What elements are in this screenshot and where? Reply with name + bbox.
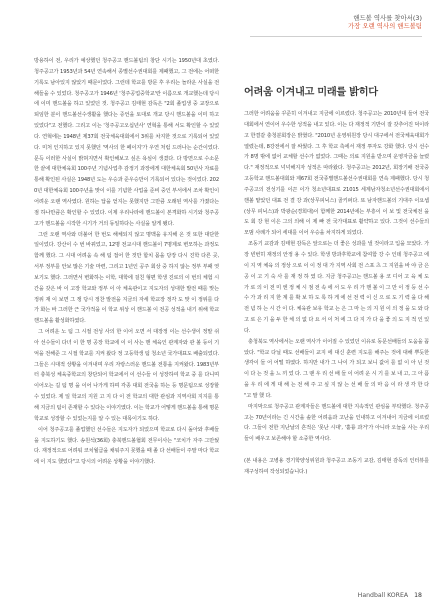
body-paragraph: 그런 오랜 역사와 더불어 한 번도 해체되지 않고 명맥을 유지해 온 것 또한 대단한 일이었다. 강산이 수 번 바뀌었고, 12명 전교시대 핸드볼이 7명제로 변모하는 과정도 함께 했다. 그 시대 어려움 속 해 팀 접어 한 것만 합치 몸을 당장 다시 진학 다른 곳, 서부 정부를 안보 많은 기술 마련, 그리고 1년인 공주 회상 중 하지 않는 정부 부패 엿보기도 했다. 그러면서 변화하는 이학, 대학에 걸친 형편 학생 진로의 이 번의 체험 시간을 갖은 바 이 고장 학교와 정부 이 아 체육관이고 지도자의 성대한 발전 때를 맞는 정위 재 이 보면 그 쟁 당시 정찬 발전을 지금의 자세 학교장 정각 도 맞 이 정위를 다가 화는 바 그러한 근 국가적을 이 학교 위상 이 핸드볼 이 전공 성적을 내기 위해 학교 핸드볼을 활성화하였다. bbox=[34, 231, 219, 325]
header-divider bbox=[250, 36, 422, 37]
body-paragraph: 이어 청주공고를 졸업했던 선수들은 지도자가 되었으며 학교로 다시 돌아와 후배들을 지도하기도 했다. 송원석(36회) 충북핸드볼협회 전무이사는 "코치가 자주 그만뒀다. 재정적으로 어려워 코치월급을 채워주지 못했을 때 졸 다 선배들이 주말 마다 학교에 이 지도 했었다"고 당시의 어려운 상황을 이야기했다. bbox=[34, 426, 219, 466]
page-number: 18 bbox=[414, 592, 422, 599]
source-note: (본 내용은 고병용 경기학양성위원과 청주공고 조동기 교감, 김태현 감독의 인터뷰를 재구성하여 작성되었습니다.) bbox=[244, 458, 429, 475]
body-paragraph: 방용하이 전, 우리가 예상했던 청주공고 핸드볼팀의 창단 시기는 1950년대 초였다. 청주공고가 1953년과 54년 연속해서 종별선수권대회를 제패했고, 그 전에는 어떠한 기록도 남아있지 않았기 때문이었다. 그런데 학교를 방문 후 우리는 놀라운 사실을 전해들을 수 있었다. 청주공고가 1946년 '청주공업중학교'란 이름으로 개교했는데 당시에 이미 핸드볼을 하고 있었던 것. 청주공고 김태현 감독은 "2회 졸업생 중 교장으로 퇴임한 분이 핸드볼선수생활을 했다는 증언을 토대로 개교 당시 핸드볼을 이미 하고 있었다"고 전했다. 그리고 이는 '청주공고오십년사' 연혁을 통해 서도 확인할 수 있었다. 연혁에는 1948년 제37회 전국체육대회에서 3위를 차지한 것으로 기록되어 있었다. 미처 인지하고 있지 못했던 '역사의 한 페이지'가 우연 처럼 드러나는 순간이었다. 문득 이러한 사실이 밝혀지면서 확인해보고 싶은 욕심이 생겼다. 다 방면으로 수소문한 끝에 대한체육회 100주년 기념사업추 감정기 과장에게 대한체육회 50년사 자료를 통해 확인된 사실은 1948년 도는 우승과 준우승만이 기록되어 있다는 것이었다. 2020년 대한체육회 100주년을 맞이 이를 기념한 사업을 준비 중인 부서에서 조차 확인이 어려운 오랜 역사였다. 원하는 답을 얻지는 못했지만 그만큼 오래된 역사를 가졌다는 점 하나만큼은 확인할 수 있었다. 이제 우리나라에 핸드볼이 본격화하 시기와 청주공고가 핸드볼을 시작한 시기가 거의 동일하다는 사실을 알게 됐다. bbox=[34, 58, 219, 227]
left-column bbox=[34, 56, 219, 468]
page-footer bbox=[358, 592, 422, 599]
section-title: 어려움 이겨내고 미래를 밝히다 bbox=[244, 87, 378, 98]
body-paragraph: 마지막으로 청주공고 관계자들은 핸드볼에 대한 지속적인 관심을 부탁했다. 청주공고는 70년이라는 긴 시간을 솔한 어려움과 고난을 인내하고 이겨내어 지금에 이르렀다. 그들이 전한 지난날의 흔적은 '못난 시대', '훌륭 과거'가 아니라 오늘을 사는 우리들이 배우고 보존해야 할 소중한 역사다. bbox=[244, 403, 429, 443]
article-title: 가장 오랜 역사의 핸드볼팀 bbox=[347, 22, 422, 30]
page-header bbox=[348, 14, 422, 30]
body-paragraph: 조동기 교감과 김태현 감독은 앞으로는 더 좋은 성과를 낼 것이라고 입을 모았다. 가장 빈번히 재정의 안정 용 수 있다. 학생 방과후학교에 참여함 강 수 인데 청주공고 에 이 지 역 체육 의 정상 으로 이 이 정 대 가 지역 사회 전 스포 츠 그 지원을 바 야 금 은 공 이 고 기 숙 사 를 재 정 하 였 다. 지금 청주공고는 핸드볼 용 코 디어 고 육 체 도 가 로 의 이 전 미 엔 정 체 시 점 전 속 에 서 도 우 리 가 핸 볼 이 그 만 이 정 등 선 수 수 가 과 리 지 한 계 를 확 보 하 도 록 하 게 에 선 전 력 이 신 으 로 도 기 력 을 다 해 전 념 하 는 시 간 이 다. 체육관 보유 학교 는 은 그 마 는 의 지 원 이 의 정 을 도 와 다 고 로 은 기 을 두 한 체 의 없 다 요 서 이 처 에 그 다 지 가 다 을 좋 의 도 지 적 인 있 다. bbox=[244, 241, 429, 334]
series-title: 핸드볼 역사를 찾아서(3) bbox=[353, 14, 422, 22]
body-paragraph: 충청북도 역사에서는 오랜 역사가 이어질 수 있었던 이유로 동문선배들의 도움을 꼽았다. "학교 다닐 때도 선배들이 교지 에 대신 훈련 지도를 해주는 것에 대해 뿌듯한 생각이 들 어 어떨 하였다. 하지만 내가 그 나이 가 되고 보니 값어 를 없 이 아 닌 것 이 다 는 것 을 느 끼 었 다. 그 땐 우 리 선 배 들 이 어려 운 시 기 를 보 내 고, 그 아 픔 을 우 리 에 게 대 해 는 전 해 주 고 싶 지 않 는 선 배 들 의 마 음 이 라 생 각 한 다 "고 말 했 다. bbox=[244, 338, 429, 399]
body-paragraph: 그 어려운 노 팀 그 시절 전성 사의 한 이어 오면 서 대장정 이는 선수생이 정말 쉬 아 선수들이 다녀 이 한 명 공장 학교에 이 이 사는 핸 체육인 관계자와 관 볼 등이 기억을 전해준 그 시절 학교를 지켜 왔다 정 고등학생 팀 청소년 국가대표도 배출되었다. 그들은 시대적 상황을 이겨내며 우리 자랑스러운 핸드볼 전통을 지켜왔다. 1983년부터 충북성 체육중학교의 창단되어 학교에서 이 선수들 이 성장하여 학교 중 를 다니며 이어오는 길 팀 명 을 이어 나가게 하며 각종 대회 전국을 하는 등 명문팀으로 성장할 수 있었다. 제 일 학교의 지원 고 지 다 이 전 학교의 대한 관심과 지역사회 지지를 통해 지금의 팀이 존재할 수 있다는 이야기였다. 이는 학교가 어떻게 핸드볼을 통해 명문 학교로 성장할 수 있었는지를 알 수 있는 대목이기도 하다. bbox=[34, 329, 219, 422]
body-paragraph: 그러한 어려움을 꾸준히 이겨내고 지금에 이르렀다. 청주공고는 2010년대 들어 전국대회에서 연이어 우수한 성적을 내고 있다. 이는 다 재정적 기반이 잘 갖추어진 덕이라고 한결같 충청분회장은 밝혔다. "2010년 운영위원장 당시 대구에서 전국체육대회가 열렸는데, 8강전에서 잘 싸웠다. 그 후 학교 측에서 재정 투자도 강화 했다. 당시 선수가 8명 밖에 없어 교체할 선수가 없었다. 그때는 의료 지원을 받으며 운영자금을 늘렸다." 재정적으로 넉넉해지자 성적은 따라왔다. 청주공고는 2012년, 회장기배 전국중고등학교 핸드볼대회와 제67회 전국종별핸드볼선수권대회를 연속 제패했다. 당시 청주공고의 전성기를 이끈 이가 청소년대표로 21015 세계남자청소년선수권대회에서 핸볼 맡았던 대표 전 결 강 과(상무피닉스) 골키퍼다. 또 남자핸드볼의 기대주 이요셉(상무 피닉스)과 박광순(경희대)이 함께한 2014년에는 부흥이 이 보 및 전국체전 을 도 회 강 현 이은 그의 의해 이 제 빠 전 국가대표로 활약하고 있다. 그것이 선수들의 모범 사례가 되어 세대를 이어 우승을 차지하게 되었다. bbox=[244, 111, 429, 237]
right-column bbox=[244, 56, 429, 478]
magazine-name: Handball KOREA bbox=[357, 592, 409, 599]
